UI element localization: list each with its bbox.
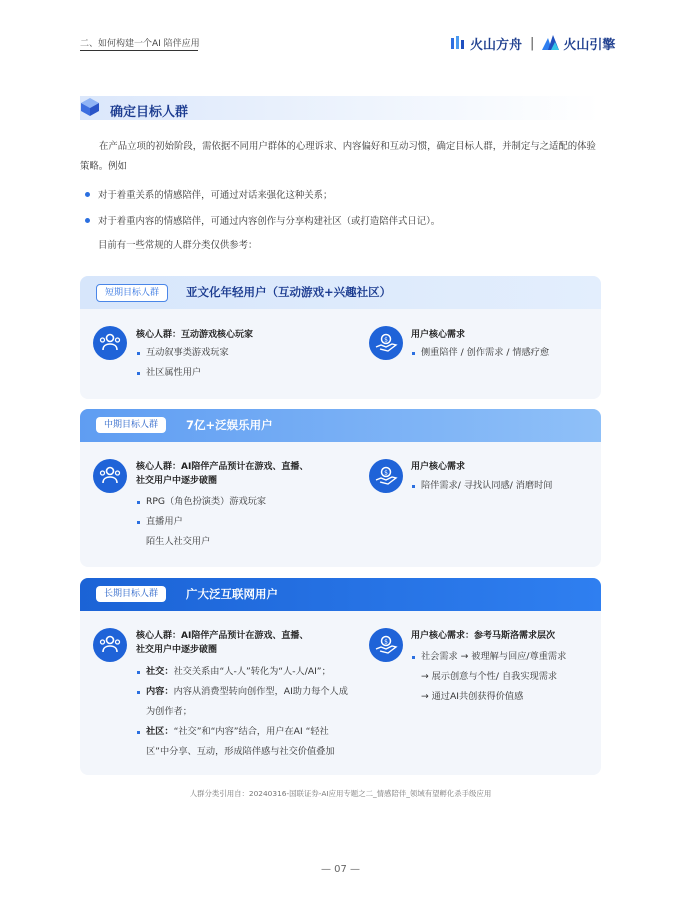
bullet-dot bbox=[85, 218, 90, 223]
tag-badge: 中期目标人群 bbox=[96, 417, 166, 433]
brand-b-text: 火山引擎 bbox=[563, 37, 616, 53]
svg-text:$: $ bbox=[384, 336, 388, 344]
core-need-label: 用户核心需求：参考马斯洛需求层次 bbox=[411, 631, 556, 641]
user-group-icon bbox=[93, 326, 127, 360]
core-group-label-cont: 社交用户中逐步破圈 bbox=[136, 476, 218, 486]
brand-a-text: 火山方舟 bbox=[470, 37, 523, 53]
core-group-label: 核心人群：AI陪伴产品预计在游戏、直播、 bbox=[136, 631, 309, 641]
item-dot bbox=[137, 731, 140, 734]
core-group-label: 核心人群：互动游戏核心玩家 bbox=[136, 330, 254, 340]
core-need-label: 用户核心需求 bbox=[411, 462, 466, 472]
volcano-engine-logo-icon bbox=[542, 35, 560, 51]
item-dot bbox=[412, 656, 415, 659]
card-mid-term bbox=[80, 409, 601, 567]
svg-text:$: $ bbox=[384, 469, 388, 477]
core-group-label: 核心人群：AI陪伴产品预计在游戏、直播、 bbox=[136, 462, 309, 472]
item-key: 社区： bbox=[146, 726, 174, 737]
user-group-icon bbox=[93, 459, 127, 493]
core-need-label: 用户核心需求 bbox=[411, 330, 466, 340]
cube-icon bbox=[80, 97, 100, 117]
item-text: “社交”和“内容”结合，用户在AI “轻社 bbox=[173, 726, 329, 737]
hand-coin-icon bbox=[369, 459, 403, 493]
core-group-label-cont: 社交用户中逐步破圈 bbox=[136, 645, 218, 655]
item-dot bbox=[412, 485, 415, 488]
card-header bbox=[80, 578, 601, 611]
chapter-title: 二、如何构建一个AI 陪伴应用 bbox=[80, 39, 200, 49]
item-dot bbox=[412, 352, 415, 355]
need-item: 侧重陪伴 / 创作需求 / 情感疗愈 bbox=[421, 347, 550, 358]
bullet-dot bbox=[85, 192, 90, 197]
core-item-community-cont: 区”中分享、互动，形成陪伴感与社交价值叠加 bbox=[146, 746, 335, 757]
page-number: — 07 — bbox=[320, 864, 361, 875]
source-citation: 人群分类引用自：20240316-国联证券-AI应用专题之二_情感陪伴_领域有望孵化杀手级应用 bbox=[189, 789, 492, 798]
hand-coin-icon bbox=[369, 628, 403, 662]
item-dot bbox=[137, 501, 140, 504]
core-item-content bbox=[146, 682, 348, 702]
core-item: 社区属性用户 bbox=[146, 367, 202, 378]
core-item: 陌生人社交用户 bbox=[146, 536, 211, 547]
card-title: 亚文化年轻用户（互动游戏+兴趣社区） bbox=[186, 285, 392, 299]
user-group-icon bbox=[93, 628, 127, 662]
need-item: → 通过AI共创获得价值感 bbox=[421, 691, 524, 702]
intro-bullet-1: 对于着重关系的情感陪伴，可通过对话来强化这种关系； bbox=[98, 190, 333, 201]
card-long-term bbox=[80, 578, 601, 775]
item-dot bbox=[137, 671, 140, 674]
card-header bbox=[80, 276, 601, 309]
item-text: 内容从消费型转向创作型，AI助力每个人成 bbox=[173, 686, 348, 697]
item-dot bbox=[137, 691, 140, 694]
card-header bbox=[80, 409, 601, 442]
item-key: 内容： bbox=[146, 686, 174, 697]
volcano-ark-logo-icon bbox=[450, 35, 466, 51]
item-dot bbox=[137, 521, 140, 524]
hand-coin-icon bbox=[369, 326, 403, 360]
tag-badge: 短期目标人群 bbox=[96, 284, 168, 302]
core-item: 互动叙事类游戏玩家 bbox=[146, 347, 229, 358]
brand-separator: | bbox=[530, 35, 535, 51]
brand-volcano-ark bbox=[450, 32, 615, 54]
item-text: 社交关系由“人-人”转化为“人-人/AI”； bbox=[173, 666, 331, 677]
intro-bullet-2: 对于着重内容的情感陪伴，可通过内容创作与分享构建社区（或打造陪伴式日记）。 bbox=[98, 216, 441, 227]
core-item: 直播用户 bbox=[146, 516, 183, 527]
core-item-social bbox=[146, 662, 331, 682]
chapter-underline bbox=[80, 50, 198, 51]
need-item: 社会需求 → 被理解与回应/尊重需求 bbox=[421, 651, 567, 662]
intro-note: 目前有一些常规的人群分类仅供参考： bbox=[98, 240, 258, 251]
item-key: 社交： bbox=[146, 666, 174, 677]
card-short-term bbox=[80, 276, 601, 399]
need-item: 陪伴需求/ 寻找认同感/ 消磨时间 bbox=[421, 480, 553, 491]
need-item: → 展示创意与个性/ 自我实现需求 bbox=[421, 671, 558, 682]
item-dot bbox=[137, 352, 140, 355]
tag-badge: 长期目标人群 bbox=[96, 586, 166, 602]
core-item: RPG（角色扮演类）游戏玩家 bbox=[146, 496, 267, 507]
card-title: 7亿+泛娱乐用户 bbox=[186, 418, 273, 432]
intro-paragraph: 在产品立项的初始阶段，需依据不同用户群体的心理诉求、内容偏好和互动习惯，确定目标人群，并制定与之适配的体验策略。例如 bbox=[80, 141, 596, 172]
core-item-community bbox=[146, 722, 329, 742]
item-dot bbox=[137, 372, 140, 375]
section-title: 确定目标人群 bbox=[110, 105, 189, 120]
core-item-content-cont: 为创作者； bbox=[146, 706, 192, 717]
svg-text:$: $ bbox=[384, 638, 388, 646]
card-title: 广大泛互联网用户 bbox=[186, 587, 278, 601]
